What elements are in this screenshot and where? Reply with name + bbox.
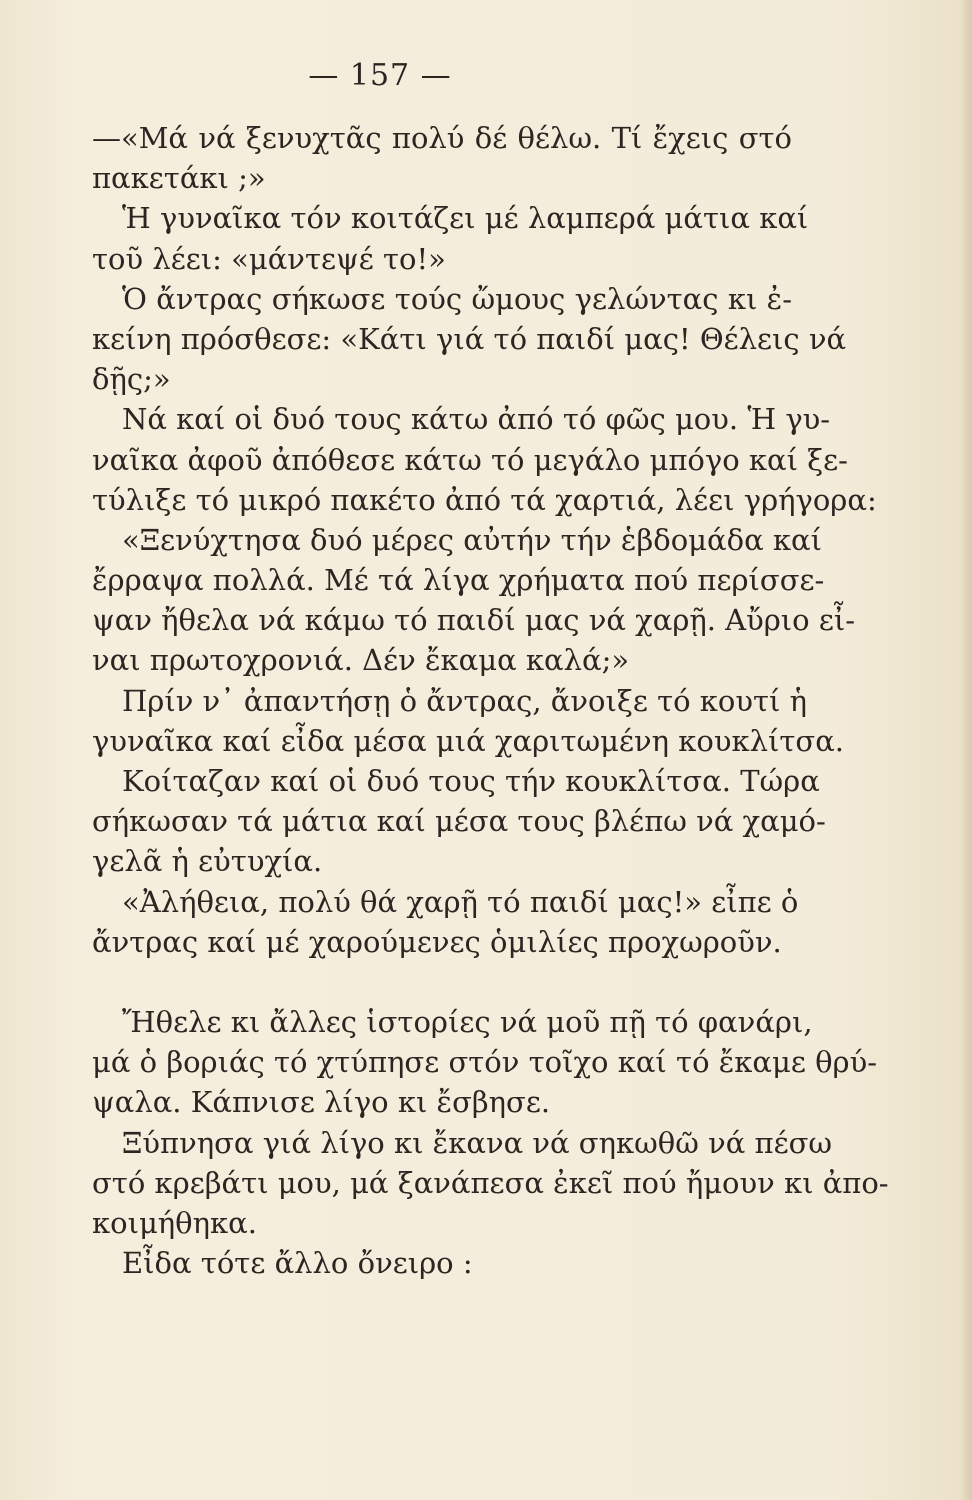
text-line: Κοίταζαν καί οἱ δυό τους τήν κουκλίτσα. Τώρα: [122, 764, 820, 798]
text-line: ἄντρας καί μέ χαρούμενες ὁμιλίες προχωροῦν.: [92, 924, 782, 959]
text-line: Πρίν ν᾽ ἀπαντήσῃ ὁ ἄντρας, ἄνοιξε τό κουτί ἡ: [122, 683, 808, 718]
text-line: Ὁ ἄντρας σήκωσε τούς ὤμους γελώντας κι ἐ-: [122, 281, 792, 316]
text-line: στό κρεβάτι μου, μά ξανάπεσα ἐκεῖ πού ἤμουν κι ἀπο-: [92, 1165, 889, 1200]
text-line: «Ἀλήθεια, πολύ θά χαρῇ τό παιδί μας!» εἶπε ὁ: [122, 884, 799, 919]
text-line: τοῦ λέει: «μάντεψέ το!»: [92, 241, 446, 276]
text-line: Νά καί οἱ δυό τους κάτω ἀπό τό φῶς μου. Ἡ γυ-: [122, 402, 831, 437]
text-line: ψαλα. Κάπνισε λίγο κι ἔσβησε.: [92, 1085, 551, 1120]
text-line: δῇς;»: [92, 362, 171, 397]
text-line: μά ὁ βοριάς τό χτύπησε στόν τοῖχο καί τό ἔκαμε θρύ-: [92, 1045, 878, 1080]
body-text: [92, 118, 889, 1283]
text-line: Εἶδα τότε ἄλλο ὄνειρο :: [122, 1246, 473, 1281]
text-line: «Ξενύχτησα δυό μέρες αὐτήν τήν ἑβδομάδα καί: [122, 522, 822, 557]
text-line: κοιμήθηκα.: [92, 1205, 257, 1240]
text-line: ναῖκα ἀφοῦ ἀπόθεσε κάτω τό μεγάλο μπόγο καί ξε-: [92, 442, 848, 477]
paragraph-gap: [92, 962, 792, 1002]
text-line: ψαν ἤθελα νά κάμω τό παιδί μας νά χαρῇ. Αὔριο εἶ-: [92, 603, 856, 638]
text-line: ναι πρωτοχρονιά. Δέν ἔκαμα καλά;»: [92, 643, 630, 678]
text-line: Ἡ γυναῖκα τόν κοιτάζει μέ λαμπερά μάτια καί: [122, 201, 809, 236]
text-line: Ξύπνησα γιά λίγο κι ἔκανα νά σηκωθῶ νά πέσω: [122, 1125, 833, 1160]
text-line: Ἤθελε κι ἄλλες ἱστορίες νά μοῦ πῇ τό φανάρι,: [122, 1004, 813, 1039]
text-line: γυναῖκα καί εἶδα μέσα μιά χαριτωμένη κουκλίτσα.: [92, 723, 845, 758]
text-line: κείνη πρόσθεσε: «Κάτι γιά τό παιδί μας! Θέλεις νά: [92, 321, 847, 356]
text-line: πακετάκι ;»: [92, 161, 266, 196]
text-line: τύλιξε τό μικρό πακέτο ἀπό τά χαρτιά, λέει γρήγορα:: [92, 482, 877, 517]
page-number: — 157 —: [308, 58, 452, 93]
text-line: ἔρραψα πολλά. Μέ τά λίγα χρήματα πού περίσσε-: [92, 563, 825, 598]
text-line: —«Μά νά ξενυχτᾶς πολύ δέ θέλω. Τί ἔχεις στό: [92, 121, 792, 155]
page-edge-shadow: [960, 0, 972, 1500]
text-line: σήκωσαν τά μάτια καί μέσα τους βλέπω νά χαμό-: [92, 804, 826, 839]
text-line: γελᾶ ἡ εὐτυχία.: [92, 844, 323, 879]
